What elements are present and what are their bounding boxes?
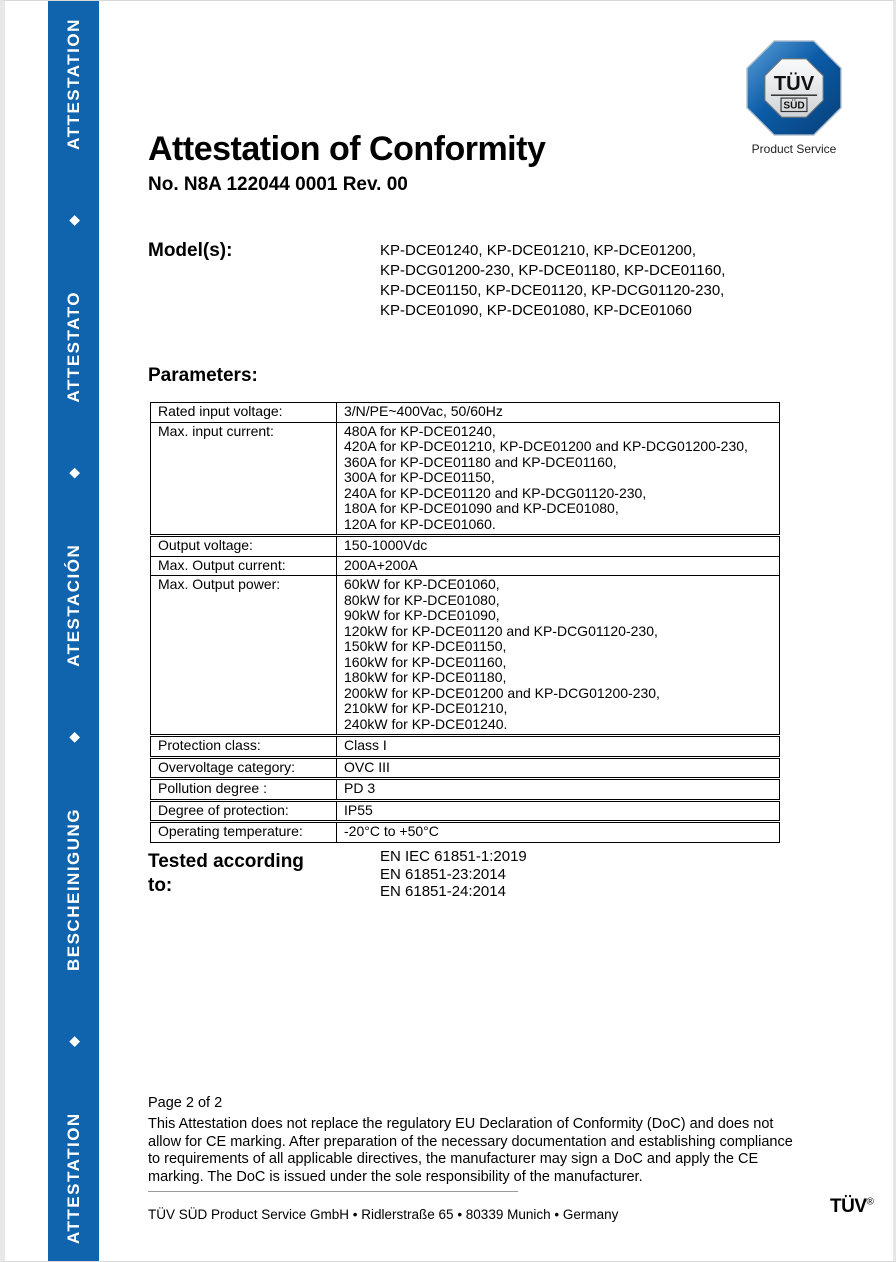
parameter-value: IP55 xyxy=(337,800,780,822)
parameters-table xyxy=(150,402,780,843)
parameter-value: 200A+200A xyxy=(337,556,780,576)
table-row xyxy=(151,556,780,576)
table-row xyxy=(151,736,780,758)
parameter-value: 480A for KP-DCE01240, 420A for KP-DCE01210, KP-DCE01200 and KP-DCG01200-230, 360A for KP-DCE01180 and KP-DCE01160, 300A for KP-DCE01150, 240A for KP-DCE01120 and KP-DCG01120-230, 180A for KP-DCE01090 and KP-DCE01080, 120A for KP-DCE01060. xyxy=(337,422,780,536)
table-row xyxy=(151,757,780,779)
logo-sud-text: SÜD xyxy=(783,100,805,112)
model-line: KP-DCE01090, KP-DCE01080, KP-DCE01060 xyxy=(380,302,692,319)
standard-line: EN IEC 61851-1:2019 xyxy=(380,848,527,865)
standard-line: EN 61851-24:2014 xyxy=(380,883,506,900)
sidebar xyxy=(48,0,99,1262)
document-number: No. N8A 122044 0001 Rev. 00 xyxy=(148,174,408,195)
diamond-icon: ◆ xyxy=(65,468,81,479)
sidebar-word: ATESTACIÓN xyxy=(63,543,83,667)
sidebar-word: BESCHEINIGUNG xyxy=(63,807,83,972)
disclaimer-text: This Attestation does not replace the regulatory EU Declaration of Conformity (DoC) and does not allow for CE marking. After preparation of the necessary documentation and establishing compliance to requirements of all applicable directives, the manufacturer may sign a DoC and apply the CE marking. The DoC is issued under the sole responsibility of the manufacturer. xyxy=(148,1116,793,1185)
sidebar-word: ATTESTATION xyxy=(63,1112,83,1244)
table-row xyxy=(151,403,780,423)
models-label: Model(s): xyxy=(148,240,233,261)
parameter-label: Pollution degree : xyxy=(151,779,337,801)
diamond-icon: ◆ xyxy=(65,1036,81,1047)
page-title: Attestation of Conformity xyxy=(148,130,546,168)
model-line: KP-DCE01150, KP-DCE01120, KP-DCG01120-230, xyxy=(380,282,725,299)
model-line: KP-DCE01240, KP-DCE01210, KP-DCE01200, xyxy=(380,242,696,259)
diamond-icon: ◆ xyxy=(65,732,81,743)
parameter-label: Protection class: xyxy=(151,736,337,758)
tuv-wordmark: TÜV® xyxy=(830,1196,874,1217)
parameter-value: Class I xyxy=(337,736,780,758)
tuv-sud-octagon-icon xyxy=(746,40,842,136)
logo-caption: Product Service xyxy=(751,142,837,156)
parameter-label: Rated input voltage: xyxy=(151,403,337,423)
table-row xyxy=(151,779,780,801)
parameter-value: 150-1000Vdc xyxy=(337,536,780,557)
table-row xyxy=(151,536,780,557)
sidebar-word: ATTESTATION xyxy=(63,18,83,150)
parameter-label: Max. input current: xyxy=(151,422,337,536)
parameter-label: Max. Output power: xyxy=(151,576,337,736)
parameter-value: PD 3 xyxy=(337,779,780,801)
standard-line: EN 61851-23:2014 xyxy=(380,865,506,883)
parameter-value: -20°C to +50°C xyxy=(337,822,780,843)
table-row xyxy=(151,576,780,736)
table-row xyxy=(151,822,780,843)
diamond-icon: ◆ xyxy=(65,215,81,226)
footer-separator xyxy=(148,1191,518,1192)
standards-list xyxy=(380,848,527,901)
table-row xyxy=(151,800,780,822)
sidebar-word: ATTESTATO xyxy=(63,291,83,403)
parameter-label: Max. Output current: xyxy=(151,556,337,576)
model-line: KP-DCG01200-230, KP-DCE01180, KP-DCE01160, xyxy=(380,262,726,279)
parameter-label: Degree of protection: xyxy=(151,800,337,822)
parameter-value: 60kW for KP-DCE01060, 80kW for KP-DCE01080, 90kW for KP-DCE01090, 120kW for KP-DCE01120 and KP-DCG01120-230, 150kW for KP-DCE01150, 160kW for KP-DCE01160, 180kW for KP-DCE01180, 200kW for KP-DCE01200 and KP-DCG01200-230, 210kW for KP-DCE01210, 240kW for KP-DCE01240. xyxy=(337,576,780,736)
parameter-label: Overvoltage category: xyxy=(151,757,337,779)
parameter-value: 3/N/PE~400Vac, 50/60Hz xyxy=(337,403,780,423)
parameter-value: OVC III xyxy=(337,757,780,779)
parameter-label: Operating temperature: xyxy=(151,822,337,843)
sidebar-strip xyxy=(48,0,99,1262)
parameters-label: Parameters: xyxy=(148,365,258,386)
models-value xyxy=(380,241,725,321)
tuv-sud-logo xyxy=(742,40,846,156)
page-number: Page 2 of 2 xyxy=(148,1095,223,1111)
parameter-label: Output voltage: xyxy=(151,536,337,557)
table-row xyxy=(151,422,780,536)
tested-according-label: Tested according to: xyxy=(148,851,304,896)
logo-tuv-text: TÜV xyxy=(773,72,815,95)
company-address: TÜV SÜD Product Service GmbH • Ridlerstraße 65 • 80339 Munich • Germany xyxy=(148,1207,619,1222)
